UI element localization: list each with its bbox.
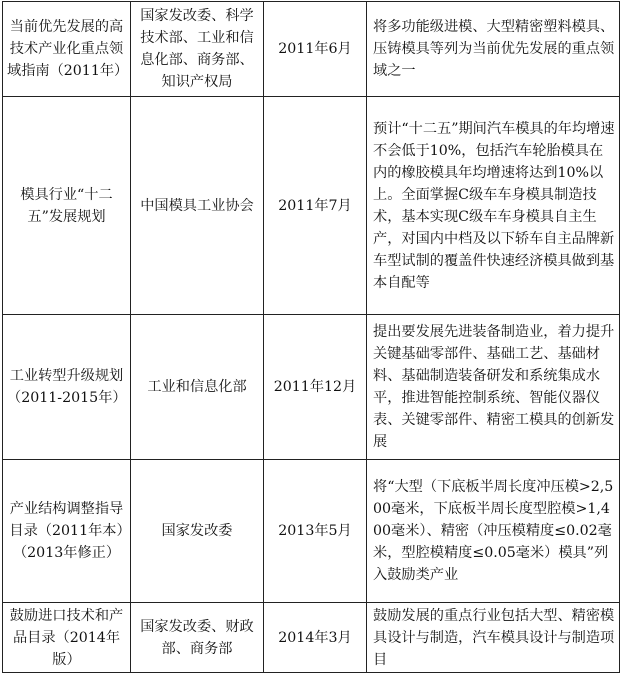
table-row xyxy=(3,315,620,460)
policy-name-cell: 模具行业“十二五”发展规划 xyxy=(3,97,131,315)
department-cell: 国家发改委、科学技术部、工业和信息化部、商务部、知识产权局 xyxy=(131,2,264,97)
content-cell: 预计“十二五”期间汽车模具的年均增速不会低于10%，包括汽车轮胎模具在内的橡胶模具年均增速将达到10%以上。全面掌握C级车车身模具制造技术，基本实现C级车车身模具自主生产，对国内中档及以下轿车自主品牌新车型试制的覆盖件快速经济模具做到基本自配等 xyxy=(367,97,620,315)
date-cell: 2013年5月 xyxy=(264,460,367,603)
date-cell: 2011年6月 xyxy=(264,2,367,97)
table-row xyxy=(3,97,620,315)
content-cell: 提出要发展先进装备制造业，着力提升关键基础零部件、基础工艺、基础材料、基础制造装备研发和系统集成水平，推进智能控制系统、智能仪器仪表、关键零部件、精密工模具的创新发展 xyxy=(367,315,620,460)
department-cell: 中国模具工业协会 xyxy=(131,97,264,315)
policy-name-cell: 鼓励进口技术和产品目录（2014年版） xyxy=(3,603,131,673)
department-cell: 国家发改委、财政部、商务部 xyxy=(131,603,264,673)
policy-name-cell: 当前优先发展的高技术产业化重点领域指南（2011年） xyxy=(3,2,131,97)
content-cell: 鼓励发展的重点行业包括大型、精密模具设计与制造，汽车模具设计与制造项目 xyxy=(367,603,620,673)
table-row xyxy=(3,2,620,97)
policy-name-cell: 产业结构调整指导目录（2011年本）（2013年修正） xyxy=(3,460,131,603)
content-cell: 将多功能级进模、大型精密塑料模具、压铸模具等列为当前优先发展的重点领域之一 xyxy=(367,2,620,97)
date-cell: 2011年7月 xyxy=(264,97,367,315)
date-cell: 2011年12月 xyxy=(264,315,367,460)
table-row xyxy=(3,603,620,673)
policy-table xyxy=(2,1,620,673)
department-cell: 国家发改委 xyxy=(131,460,264,603)
content-cell: 将“大型（下底板半周长度冲压模>2,500毫米，下底板半周长度型腔模>1,400毫米）、精密（冲压模精度≤0.02毫米，型腔模精度≤0.05毫米）模具”列入鼓励类产业 xyxy=(367,460,620,603)
policy-name-cell: 工业转型升级规划（2011-2015年） xyxy=(3,315,131,460)
department-cell: 工业和信息化部 xyxy=(131,315,264,460)
date-cell: 2014年3月 xyxy=(264,603,367,673)
table-row xyxy=(3,460,620,603)
